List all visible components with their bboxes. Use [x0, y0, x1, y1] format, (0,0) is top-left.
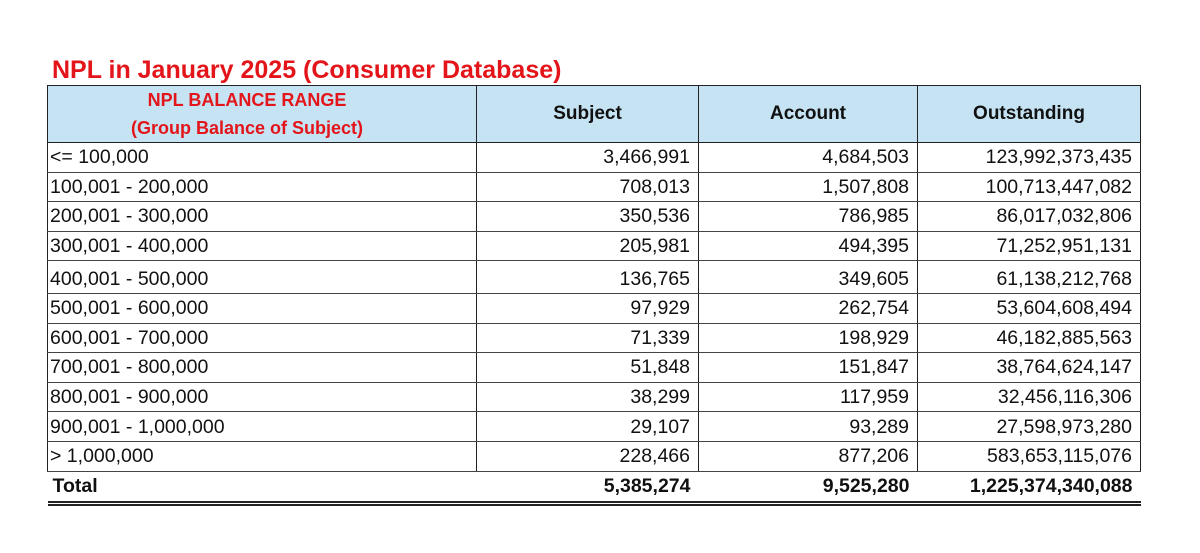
account-cell: 1,507,808 [699, 172, 918, 202]
table-row [48, 323, 1141, 353]
column-header-account: Account [699, 86, 918, 143]
range-header-line1: NPL BALANCE RANGE [147, 90, 347, 110]
outstanding-cell: 86,017,032,806 [918, 202, 1141, 232]
table-row [48, 202, 1141, 232]
table-row [48, 353, 1141, 383]
outstanding-cell: 32,456,116,306 [918, 382, 1141, 412]
table-row [48, 143, 1141, 173]
table-row [48, 293, 1141, 323]
subject-cell: 708,013 [477, 172, 699, 202]
subject-cell: 29,107 [477, 412, 699, 442]
total-row [48, 471, 1141, 503]
table-row [48, 231, 1141, 261]
range-header-line2: (Group Balance of Subject) [130, 118, 364, 138]
total-subject: 5,385,274 [477, 471, 699, 503]
outstanding-cell: 71,252,951,131 [918, 231, 1141, 261]
total-account: 9,525,280 [699, 471, 918, 503]
outstanding-cell: 38,764,624,147 [918, 353, 1141, 383]
page-title: NPL in January 2025 (Consumer Database) [52, 56, 562, 84]
account-cell: 877,206 [699, 441, 918, 471]
account-cell: 151,847 [699, 353, 918, 383]
account-cell: 117,959 [699, 382, 918, 412]
subject-cell: 228,466 [477, 441, 699, 471]
account-cell: 93,289 [699, 412, 918, 442]
subject-cell: 136,765 [477, 261, 699, 294]
account-cell: 262,754 [699, 293, 918, 323]
subject-cell: 350,536 [477, 202, 699, 232]
account-cell: 786,985 [699, 202, 918, 232]
outstanding-cell: 53,604,608,494 [918, 293, 1141, 323]
total-outstanding: 1,225,374,340,088 [918, 471, 1141, 503]
range-cell: 400,001 - 500,000 [48, 261, 477, 294]
range-cell: 700,001 - 800,000 [48, 353, 477, 383]
table-row [48, 382, 1141, 412]
range-cell: 200,001 - 300,000 [48, 202, 477, 232]
outstanding-cell: 123,992,373,435 [918, 143, 1141, 173]
table-row [48, 412, 1141, 442]
outstanding-cell: 46,182,885,563 [918, 323, 1141, 353]
subject-cell: 38,299 [477, 382, 699, 412]
account-cell: 494,395 [699, 231, 918, 261]
outstanding-cell: 61,138,212,768 [918, 261, 1141, 294]
range-cell: <= 100,000 [48, 143, 477, 173]
column-header-range [48, 86, 477, 143]
range-cell: 100,001 - 200,000 [48, 172, 477, 202]
total-label: Total [48, 471, 477, 503]
npl-table [47, 85, 1141, 506]
account-cell: 349,605 [699, 261, 918, 294]
subject-cell: 51,848 [477, 353, 699, 383]
outstanding-cell: 100,713,447,082 [918, 172, 1141, 202]
table-row [48, 441, 1141, 471]
range-cell: 600,001 - 700,000 [48, 323, 477, 353]
subject-cell: 3,466,991 [477, 143, 699, 173]
table-row [48, 261, 1141, 294]
range-cell: 900,001 - 1,000,000 [48, 412, 477, 442]
range-cell: 500,001 - 600,000 [48, 293, 477, 323]
column-header-subject: Subject [477, 86, 699, 143]
subject-cell: 205,981 [477, 231, 699, 261]
account-cell: 4,684,503 [699, 143, 918, 173]
column-header-outstanding: Outstanding [918, 86, 1141, 143]
subject-cell: 97,929 [477, 293, 699, 323]
table-row [48, 172, 1141, 202]
header-row [48, 86, 1141, 143]
range-cell: 300,001 - 400,000 [48, 231, 477, 261]
outstanding-cell: 27,598,973,280 [918, 412, 1141, 442]
range-cell: > 1,000,000 [48, 441, 477, 471]
outstanding-cell: 583,653,115,076 [918, 441, 1141, 471]
subject-cell: 71,339 [477, 323, 699, 353]
account-cell: 198,929 [699, 323, 918, 353]
range-cell: 800,001 - 900,000 [48, 382, 477, 412]
